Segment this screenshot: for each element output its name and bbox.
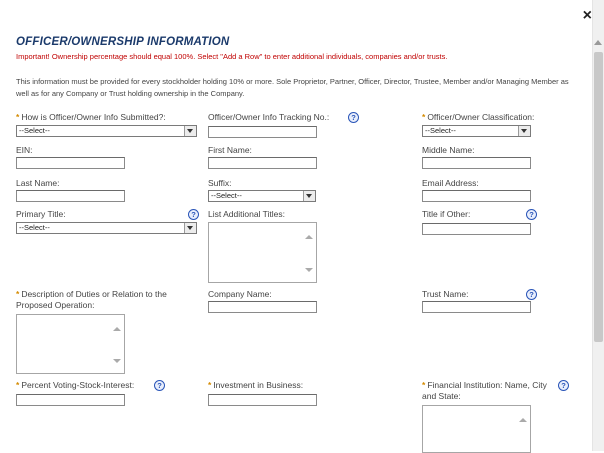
help-icon[interactable]: ? (348, 112, 359, 123)
email-label: Email Address: (422, 178, 479, 188)
trust-name-field (422, 289, 582, 300)
title-other-label: Title if Other: (422, 209, 471, 219)
additional-titles-label: List Additional Titles: (208, 209, 286, 219)
classification-field (422, 112, 582, 135)
ein-input[interactable] (16, 157, 125, 169)
required-marker: * (16, 112, 20, 122)
chevron-down-icon (184, 126, 196, 136)
chevron-up-icon (519, 418, 527, 422)
chevron-down-icon (303, 191, 315, 201)
required-marker: * (208, 380, 212, 390)
required-marker: * (422, 380, 426, 390)
primary-title-select[interactable] (16, 222, 197, 234)
primary-title-field (16, 209, 201, 232)
suffix-field (208, 178, 408, 200)
page-title: OFFICER/OWNERSHIP INFORMATION (16, 36, 230, 48)
vertical-scrollbar[interactable] (592, 0, 604, 451)
investment-field (208, 380, 408, 391)
close-icon[interactable]: × (582, 7, 592, 24)
tracking-input[interactable] (208, 126, 317, 138)
info-text: This information must be provided for every stockholder holding 10% or more. Sole Proprietor, Partner, Officer, Director, Trustee, Member and/or Managing Member as well as for any Company or Trust holding ownership in the Company. (16, 77, 569, 98)
voting-interest-label: Percent Voting-Stock-Interest: (21, 380, 135, 390)
first-name-input[interactable] (208, 157, 317, 169)
middle-name-field (422, 145, 582, 156)
tracking-label: Officer/Owner Info Tracking No.: (208, 112, 330, 122)
help-icon[interactable]: ? (188, 209, 199, 220)
classification-label: Officer/Owner Classification: (427, 112, 535, 122)
additional-titles-textarea[interactable] (208, 222, 317, 283)
suffix-select[interactable] (208, 190, 316, 202)
help-icon[interactable]: ? (558, 380, 569, 391)
title-other-field (422, 209, 582, 220)
voting-interest-input[interactable] (16, 394, 125, 406)
ein-label: EIN: (16, 145, 33, 155)
tracking-field (208, 112, 408, 123)
chevron-down-icon (305, 268, 313, 272)
submitted-select[interactable] (16, 125, 197, 137)
duties-textarea[interactable] (16, 314, 125, 374)
first-name-label: First Name: (208, 145, 252, 155)
help-icon[interactable]: ? (526, 289, 537, 300)
trust-name-label: Trust Name: (422, 289, 469, 299)
last-name-field (16, 178, 201, 189)
company-name-label: Company Name: (208, 289, 272, 299)
additional-titles-field (208, 209, 408, 220)
company-name-input[interactable] (208, 301, 317, 313)
help-icon[interactable]: ? (154, 380, 165, 391)
required-marker: * (16, 380, 20, 390)
voting-interest-field (16, 380, 201, 391)
investment-input[interactable] (208, 394, 317, 406)
help-icon[interactable]: ? (526, 209, 537, 220)
last-name-input[interactable] (16, 190, 125, 202)
submitted-label: How is Officer/Owner Info Submitted?: (21, 112, 166, 122)
financial-institution-label: Financial Institution: Name, City and State: (422, 380, 547, 401)
important-notice: Important! Ownership percentage should equal 100%. Select "Add a Row" to enter additional individuals, companies and/or trusts. (16, 52, 448, 61)
chevron-down-icon (518, 126, 530, 136)
investment-label: Investment in Business: (213, 380, 304, 390)
classification-select[interactable] (422, 125, 531, 137)
ein-field (16, 145, 201, 156)
chevron-up-icon (305, 235, 313, 239)
primary-title-select-value: --Select-- (19, 223, 50, 232)
suffix-label: Suffix: (208, 178, 232, 188)
duties-label: Description of Duties or Relation to the Proposed Operation: (16, 289, 167, 310)
financial-institution-field (422, 380, 582, 402)
email-input[interactable] (422, 190, 531, 202)
chevron-down-icon (184, 223, 196, 233)
last-name-label: Last Name: (16, 178, 60, 188)
email-field (422, 178, 582, 189)
title-other-input[interactable] (422, 223, 531, 235)
submitted-select-value: --Select-- (19, 126, 50, 135)
middle-name-label: Middle Name: (422, 145, 475, 155)
trust-name-input[interactable] (422, 301, 531, 313)
company-name-field (208, 289, 408, 300)
scroll-up-arrow-icon[interactable] (594, 40, 602, 45)
classification-select-value: --Select-- (425, 126, 456, 135)
required-marker: * (422, 112, 426, 122)
scroll-thumb[interactable] (594, 52, 603, 342)
first-name-field (208, 145, 408, 156)
chevron-down-icon (113, 359, 121, 363)
chevron-up-icon (113, 327, 121, 331)
submitted-field (16, 112, 201, 135)
suffix-select-value: --Select-- (211, 191, 242, 200)
financial-institution-textarea[interactable] (422, 405, 531, 453)
required-marker: * (16, 289, 20, 299)
primary-title-label: Primary Title: (16, 209, 66, 219)
middle-name-input[interactable] (422, 157, 531, 169)
duties-field (16, 289, 196, 311)
